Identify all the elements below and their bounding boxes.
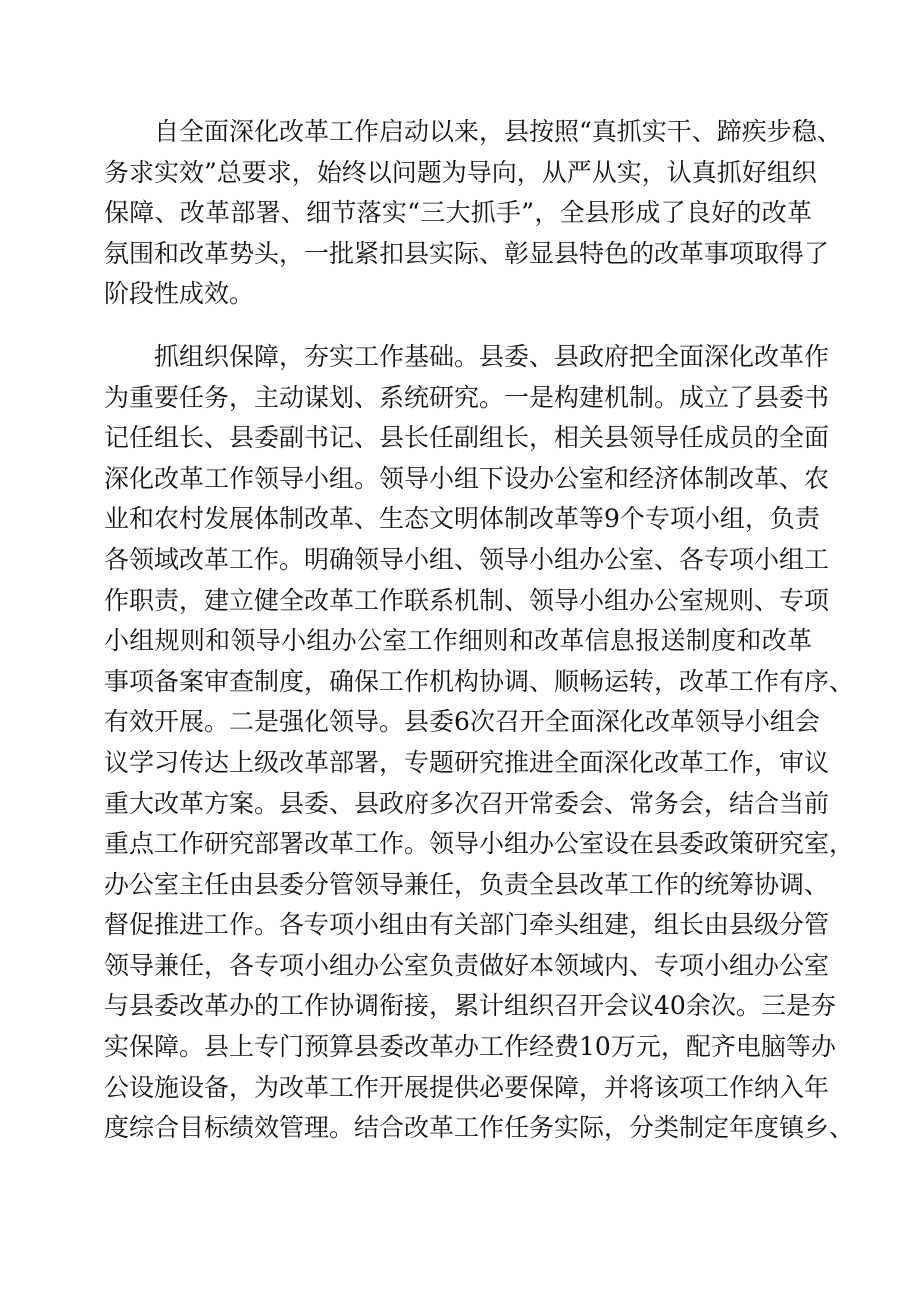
paragraph-line: 为重要任务，主动谋划、系统研究。一是构建机制。成立了县委书 bbox=[104, 382, 830, 412]
paragraph-line: 深化改革工作领导小组。领导小组下设办公室和经济体制改革、农 bbox=[104, 463, 830, 493]
paragraph-line: 议学习传达上级改革部署，专题研究推进全面深化改革工作，审议 bbox=[104, 747, 830, 777]
paragraph-line: 度综合目标绩效管理。结合改革工作任务实际，分类制定年度镇乡、 bbox=[104, 1113, 855, 1143]
paragraph-line: 办公室主任由县委分管领导兼任，负责全县改革工作的统筹协调、 bbox=[104, 869, 830, 899]
paragraph-line: 领导兼任，各专项小组办公室负责做好本领域内、专项小组办公室 bbox=[104, 950, 830, 980]
paragraph-line: 各领域改革工作。明确领导小组、领导小组办公室、各专项小组工 bbox=[104, 544, 830, 574]
document-body bbox=[104, 112, 855, 1149]
paragraph-line: 自全面深化改革工作启动以来，县按照“真抓实干、蹄疾步稳、 bbox=[154, 117, 842, 146]
paragraph-spacer bbox=[104, 315, 812, 337]
paragraph-line: 实保障。县上专门预算县委改革办工作经费10万元，配齐电脑等办 bbox=[104, 1032, 836, 1062]
paragraph-line: 公设施设备，为改革工作开展提供必要保障，并将该项工作纳入年 bbox=[104, 1072, 830, 1102]
paragraph-line: 业和农村发展体制改革、生态文明体制改革等9个专项小组，负责 bbox=[104, 504, 820, 534]
paragraph-line: 事项备案审查制度，确保工作机构协调、顺畅运转，改革工作有序、 bbox=[104, 666, 855, 696]
paragraph-line: 务求实效”总要求，始终以问题为导向，从严从实，认真抓好组织 bbox=[104, 157, 817, 187]
paragraph-line: 氛围和改革势头，一批紧扣县实际、彰显县特色的改革事项取得了 bbox=[104, 238, 830, 268]
paragraph-line: 记任组长、县委副书记、县长任副组长，相关县领导任成员的全面 bbox=[104, 423, 830, 453]
paragraph-2 bbox=[104, 337, 855, 1149]
paragraph-line: 与县委改革办的工作协调衔接，累计组织召开会议40余次。三是夯 bbox=[104, 991, 836, 1021]
paragraph-line: 重点工作研究部署改革工作。领导小组办公室设在县委政策研究室， bbox=[104, 829, 855, 859]
paragraph-line: 抓组织保障，夯实工作基础。县委、县政府把全面深化改革作 bbox=[154, 341, 830, 371]
paragraph-line: 重大改革方案。县委、县政府多次召开常委会、常务会，结合当前 bbox=[104, 788, 830, 818]
paragraph-line: 阶段性成效。 bbox=[104, 279, 255, 309]
paragraph-line: 作职责，建立健全改革工作联系机制、领导小组办公室规则、专项 bbox=[104, 585, 830, 615]
paragraph-line: 小组规则和领导小组办公室工作细则和改革信息报送制度和改革 bbox=[104, 626, 812, 656]
paragraph-line: 有效开展。二是强化领导。县委6次召开全面深化改革领导小组会 bbox=[104, 707, 820, 737]
paragraph-1 bbox=[104, 112, 842, 315]
paragraph-line: 保障、改革部署、细节落实“三大抓手”，全县形成了良好的改革 bbox=[104, 198, 812, 228]
paragraph-line: 督促推进工作。各专项小组由有关部门牵头组建，组长由县级分管 bbox=[104, 910, 830, 940]
